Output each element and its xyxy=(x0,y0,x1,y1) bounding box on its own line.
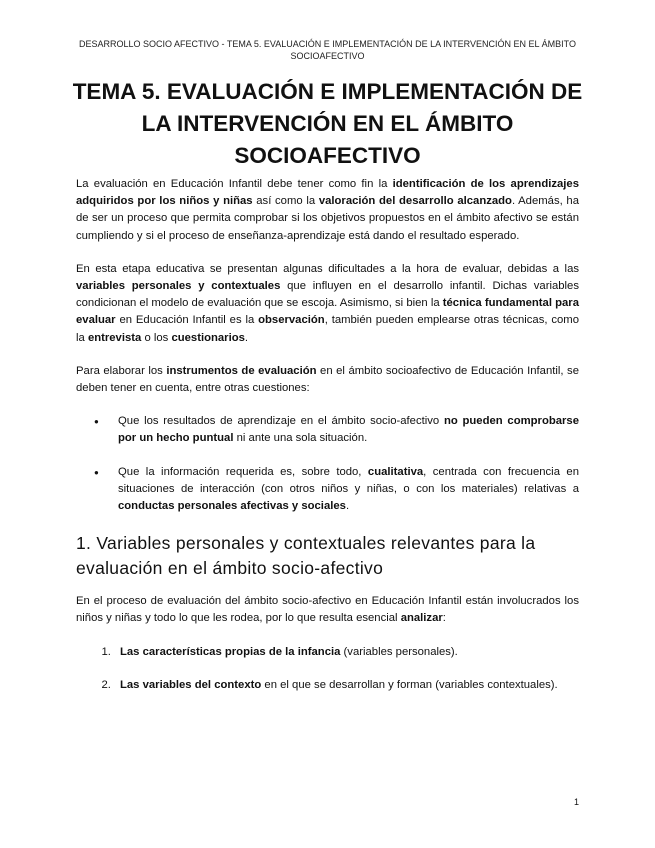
text-run: , centrada con frecuencia en situaciones de interacción (con otros niños y niñas, o con los materiales) relativas a xyxy=(118,465,579,495)
bold-text: observación xyxy=(258,314,325,327)
bold-text: instrumentos de evaluación xyxy=(166,364,317,377)
numbered-item xyxy=(114,644,579,661)
page-number: 1 xyxy=(573,797,579,807)
bold-text: analizar xyxy=(400,612,443,625)
paragraph xyxy=(76,363,579,397)
text-run: así como la xyxy=(252,195,319,208)
text-run: Para elaborar los xyxy=(76,364,167,377)
page-title: TEMA 5. EVALUACIÓN E IMPLEMENTACIÓN DE LA INTERVENCIÓN EN EL ÁMBITO SOCIOAFECTIVO xyxy=(72,79,583,168)
text-run: en el ámbito socioafectivo de Educación Infantil, se deben tener en cuenta, entre otras cuestiones: xyxy=(76,364,579,395)
text-run: . Además, ha de ser un proceso que permita comprobar si los objetivos propuestos en el ámbito afectivo se están cumpliendo y si el proceso de enseñanza-aprendizaje está dando el resultado esperado. xyxy=(76,195,579,242)
bullet-list xyxy=(76,413,579,515)
text-run: que influyen en el desarrollo infantil. Dichas variables condicionan el modelo de evaluación que se escoja. Asimismo, si bien la xyxy=(76,280,579,310)
text-run: Que los resultados de aprendizaje en el ámbito socio-afectivo xyxy=(118,415,444,428)
document-body xyxy=(76,176,579,710)
text-run: La evaluación en Educación Infantil debe tener como fin la xyxy=(76,178,393,190)
text-run: En el proceso de evaluación del ámbito socio-afectivo en Educación Infantil están involucrados los niños y niñas y todo lo que les rodea, por lo que resulta esencial xyxy=(76,595,579,625)
paragraph xyxy=(76,261,579,347)
section-heading: 1. Variables personales y contextuales relevantes para la evaluación en el ámbito socio-afectivo xyxy=(76,533,536,579)
numbered-list xyxy=(76,644,579,694)
bold-text: cuestionarios xyxy=(171,331,245,344)
bold-text: técnica fundamental para evaluar xyxy=(76,297,579,327)
text-run: (variables personales). xyxy=(340,645,458,658)
numbered-item xyxy=(114,677,579,694)
bold-text: conductas personales afectivas y sociales xyxy=(118,500,346,513)
text-run: , también pueden emplearse otras técnicas, como la xyxy=(76,314,579,344)
bold-text: variables personales y contextuales xyxy=(76,280,281,293)
bold-text: no pueden comprobarse por un hecho puntual xyxy=(118,415,579,445)
bold-text: valoración del desarrollo alcanzado xyxy=(318,195,512,208)
bold-text: cualitativa xyxy=(367,465,424,478)
text-run: En esta etapa educativa se presentan algunas dificultades a la hora de evaluar, debidas a las xyxy=(76,262,579,275)
paragraph xyxy=(76,593,579,627)
text-run: : xyxy=(442,612,446,625)
bold-text: entrevista xyxy=(87,331,142,344)
paragraph xyxy=(76,176,579,245)
text-run: Que la información requerida es, sobre todo, xyxy=(118,465,368,478)
text-run: . xyxy=(345,500,350,513)
text-run: . xyxy=(244,331,249,344)
bold-text: identificación de los aprendizajes adquiridos por los niños y niñas xyxy=(76,178,579,208)
text-run: en Educación Infantil es la xyxy=(115,314,259,327)
text-run: o los xyxy=(141,331,172,344)
text-run: ni ante una sola situación. xyxy=(233,432,368,445)
bold-text: Las variables del contexto xyxy=(120,678,262,691)
running-header: DESARROLLO SOCIO AFECTIVO - TEMA 5. EVALUACIÓN E IMPLEMENTACIÓN DE LA INTERVENCIÓN EN EL ÁMBITO SOCIOAFECTIVO xyxy=(79,39,576,61)
text-run: en el que se desarrollan y forman (variables contextuales). xyxy=(261,678,558,691)
bullet-item xyxy=(114,413,579,447)
bullet-item xyxy=(114,464,579,516)
bold-text: Las características propias de la infancia xyxy=(120,645,341,658)
